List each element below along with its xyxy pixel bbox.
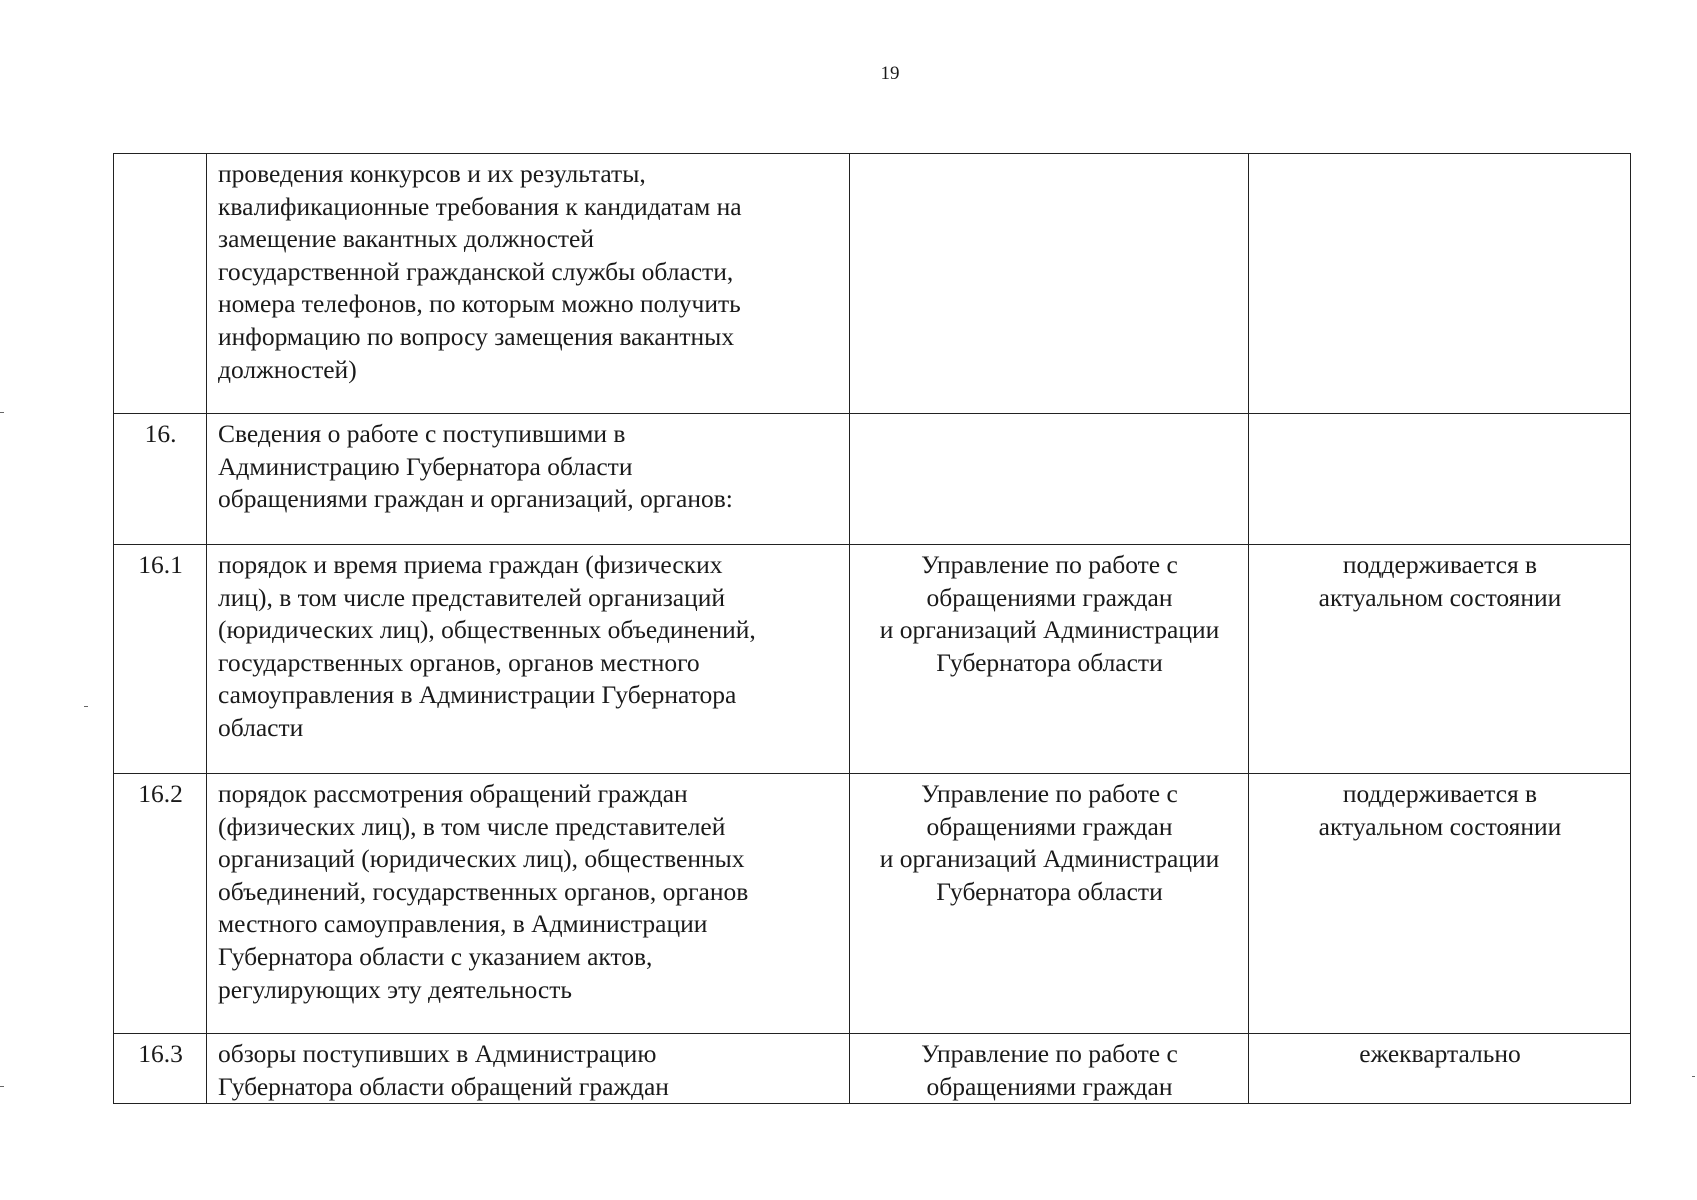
- period-cell: [1249, 545, 1631, 774]
- scan-artifact-mark: [0, 412, 4, 413]
- row-period: поддерживается в актуальном состоянии: [1318, 779, 1562, 841]
- period-cell: [1249, 154, 1631, 414]
- responsible-cell: [850, 414, 1249, 545]
- responsible-cell: [850, 1034, 1249, 1104]
- row-description: обзоры поступивших в Администрацию Губернатора области обращений граждан: [218, 1039, 669, 1101]
- scan-artifact-mark: [0, 1086, 4, 1087]
- row-number-cell: [114, 154, 207, 414]
- row-description: Сведения о работе с поступившими в Администрацию Губернатора области обращениями граждан и организаций, органов:: [218, 419, 733, 514]
- table-row: [114, 774, 1631, 1034]
- row-period: ежеквартально: [1359, 1039, 1521, 1068]
- row-period: поддерживается в актуальном состоянии: [1318, 550, 1562, 612]
- row-description: проведения конкурсов и их результаты, квалификационные требования к кандидатам на замещение вакантных должностей государственной гражданской службы области, номера телефонов, по которым можно получить информацию по вопросу замещения вакантных должностей): [218, 159, 742, 384]
- row-number-cell: [114, 414, 207, 545]
- period-cell: [1249, 1034, 1631, 1104]
- row-description: порядок рассмотрения обращений граждан (физических лиц), в том числе представителей организаций (юридических лиц), общественных объединений, государственных органов, органов местного самоуправления, в Администрации Губернатора области с указанием актов, регулирующих эту деятельность: [218, 779, 749, 1004]
- description-cell: [207, 154, 850, 414]
- period-cell: [1249, 774, 1631, 1034]
- responsible-cell: [850, 545, 1249, 774]
- table-row: [114, 414, 1631, 545]
- row-number: 16.2: [138, 779, 183, 808]
- row-responsible: Управление по работе с обращениями граждан и организаций Администрации Губернатора области: [879, 550, 1220, 677]
- row-number-cell: [114, 774, 207, 1034]
- description-cell: [207, 545, 850, 774]
- table-row: [114, 1034, 1631, 1104]
- row-number: 16.: [144, 419, 177, 448]
- description-cell: [207, 1034, 850, 1104]
- description-cell: [207, 414, 850, 545]
- document-table: [113, 153, 1631, 1104]
- responsible-cell: [850, 154, 1249, 414]
- row-number-cell: [114, 1034, 207, 1104]
- row-responsible: Управление по работе с обращениями граждан и организаций Администрации Губернатора области: [879, 779, 1220, 906]
- row-description: порядок и время приема граждан (физических лиц), в том числе представителей организаций (юридических лиц), общественных объединений, государственных органов, органов местного самоуправления в Администрации Губернатора области: [218, 550, 756, 742]
- row-number-cell: [114, 545, 207, 774]
- period-cell: [1249, 414, 1631, 545]
- table-row: [114, 545, 1631, 774]
- responsible-cell: [850, 774, 1249, 1034]
- scan-artifact-mark: [84, 706, 88, 707]
- table-row: [114, 154, 1631, 414]
- page-number: 19: [880, 63, 900, 84]
- row-number: 16.3: [138, 1039, 183, 1068]
- scan-artifact-mark: [1692, 1076, 1695, 1077]
- row-number: 16.1: [138, 550, 183, 579]
- row-responsible: Управление по работе с обращениями граждан: [921, 1039, 1178, 1101]
- description-cell: [207, 774, 850, 1034]
